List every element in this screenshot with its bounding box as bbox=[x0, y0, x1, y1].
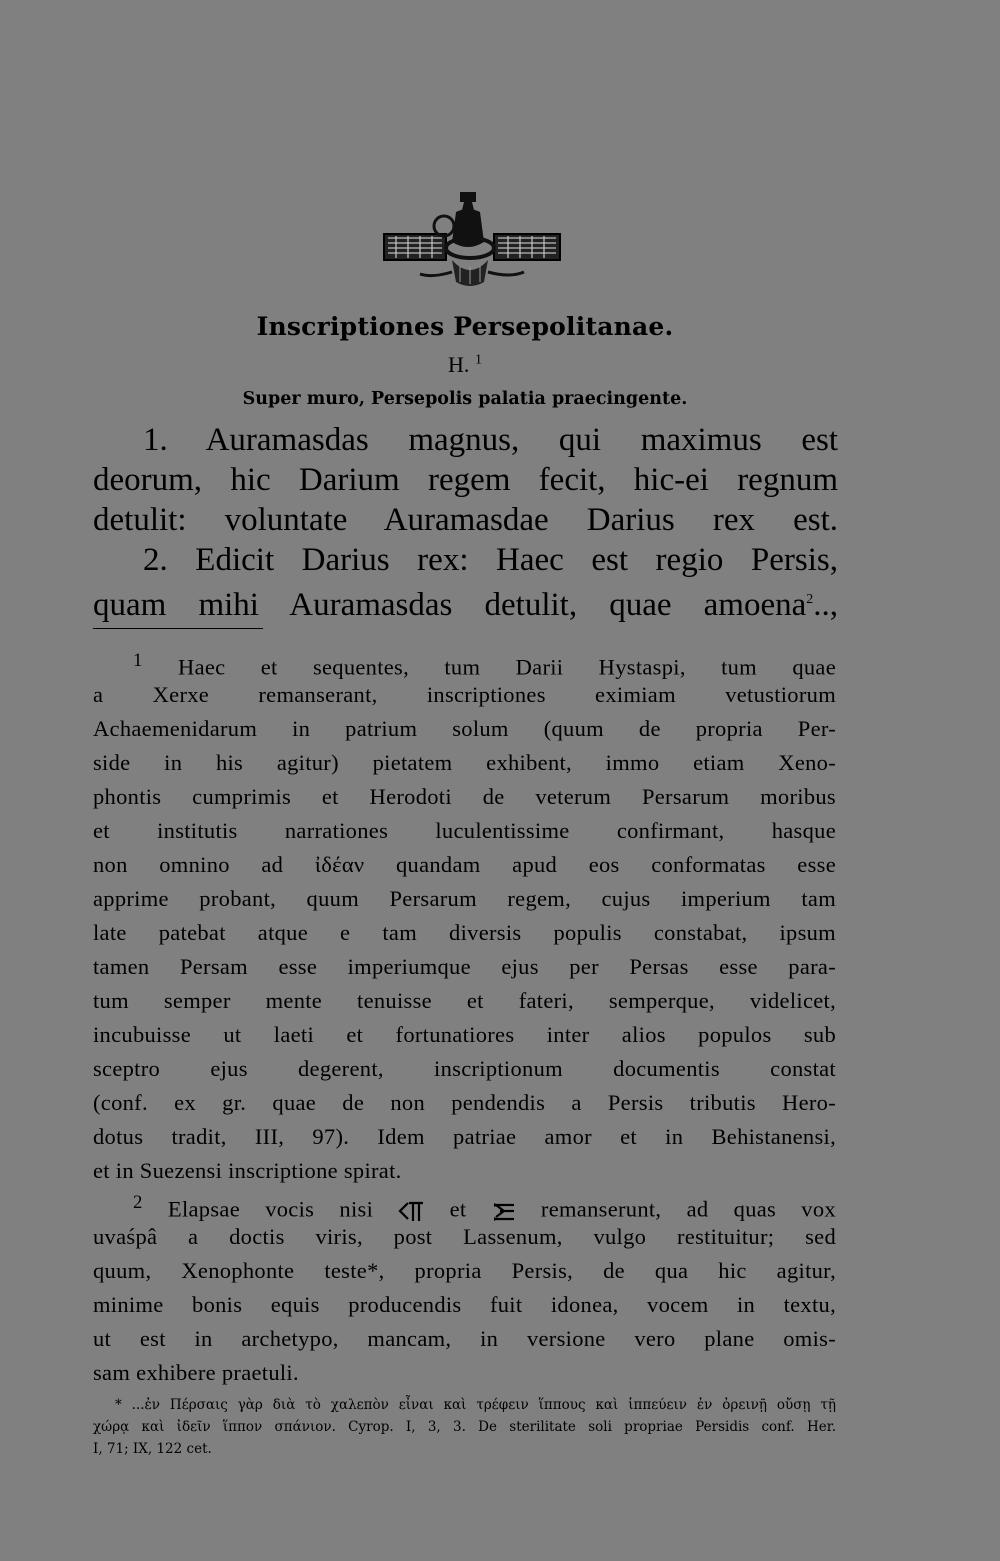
star-note-line: I, 71; IX, 122 cet. bbox=[93, 1441, 212, 1457]
text-line-last bbox=[93, 580, 838, 625]
footnote-line: tum semper mente tenuisse et fateri, semperque, videlicet, bbox=[93, 988, 836, 1013]
footnote-line: dotus tradit, III, 97). Idem patriae amor et in Behistanensi, bbox=[93, 1124, 836, 1149]
text-line: detulit: voluntate Auramasdae Darius rex est. bbox=[93, 502, 838, 538]
footnote-line: late patebat atque e tam diversis populis constabat, ipsum bbox=[93, 920, 836, 945]
faravahar-emblem bbox=[382, 186, 562, 298]
footnote-line: et in Suezensi inscriptione spirat. bbox=[93, 1158, 402, 1183]
footnote-line: $^1$ Haec et sequentes, tum Darii Hystaspi, tum quae bbox=[133, 650, 836, 680]
star-note-line: * ...ἐν Πέρσαις γὰρ διὰ τὸ χαλεπὸν εἶναι καὶ τρέφειν ἵππους καὶ ἱππεύειν ἐν ὀρεινῇ οὔσῃ τῇ bbox=[115, 1397, 836, 1413]
star-note-line: χώρᾳ καὶ ἰδεῖν ἵππον σπάνιον. Cyrop. I, 3, 3. De sterilitate soli propriae Persidis conf. Her. bbox=[93, 1419, 836, 1435]
text-line: 2. Edicit Darius rex: Haec est regio Persis, bbox=[143, 542, 838, 578]
footnote-line: $^2$ Elapsae vocis nisi et remanserunt, ad quas vox bbox=[133, 1192, 836, 1222]
footnote-line: incubuisse ut laeti et fortunatiores inter alios populos sub bbox=[93, 1022, 836, 1047]
footnote-line: (conf. ex gr. quae de non pendendis a Persis tributis Hero- bbox=[93, 1090, 836, 1115]
footnote-line: apprime probant, quum Persarum regem, cujus imperium tam bbox=[93, 886, 836, 911]
footnote-line: sam exhibere praetuli. bbox=[93, 1360, 299, 1385]
footnote-marker-1: 1 bbox=[133, 650, 143, 671]
section-footnote-ref: 1 bbox=[474, 352, 482, 368]
text-line-body: quam mihi Auramasdas detulit, quae amoena bbox=[93, 587, 807, 623]
page-title: Inscriptiones Persepolitanae. bbox=[256, 312, 674, 341]
footnote-line: tamen Persam esse imperiumque ejus per Persas esse para- bbox=[93, 954, 836, 979]
footnote-ref-2: 2 bbox=[806, 592, 814, 607]
footnote-line: sceptro ejus degerent, inscriptionum documentis constat bbox=[93, 1056, 836, 1081]
footnote-line: non omnino ad ἰδέαν quandam apud eos conformatas esse bbox=[93, 852, 836, 877]
section-label: H. bbox=[448, 352, 470, 377]
footnote-marker-2: 2 bbox=[133, 1192, 143, 1213]
footnote-divider bbox=[93, 628, 263, 629]
footnote-line: minime bonis equis producendis fuit idonea, vocem in textu, bbox=[93, 1292, 836, 1317]
footnote-line: Achaemenidarum in patrium solum (quum de propria Per- bbox=[93, 716, 836, 741]
footnote-line: a Xerxe remanserant, inscriptiones eximiam vetustiorum bbox=[93, 682, 836, 707]
text-line: 1. Auramasdas magnus, qui maximus est bbox=[143, 422, 838, 458]
footnote-line: phontis cumprimis et Herodoti de veterum Persarum moribus bbox=[93, 784, 836, 809]
footnote-line: uvaśpâ a doctis viris, post Lassenum, vulgo restituitur; sed bbox=[93, 1224, 836, 1249]
text-line-tail: .., bbox=[813, 587, 838, 623]
section-heading bbox=[0, 352, 930, 378]
subtitle: Super muro, Persepolis palatia praecingente. bbox=[242, 389, 688, 409]
text-line: deorum, hic Darium regem fecit, hic-ei regnum bbox=[93, 462, 838, 498]
footnote-line: et institutis narrationes luculentissime confirmant, hasque bbox=[93, 818, 836, 843]
footnote-line: ut est in archetypo, mancam, in versione vero plane omis- bbox=[93, 1326, 836, 1351]
footnote-line: side in his agitur) pietatem exhibent, immo etiam Xeno- bbox=[93, 750, 836, 775]
footnote-line: quum, Xenophonte teste*, propria Persis, de qua hic agitur, bbox=[93, 1258, 836, 1283]
